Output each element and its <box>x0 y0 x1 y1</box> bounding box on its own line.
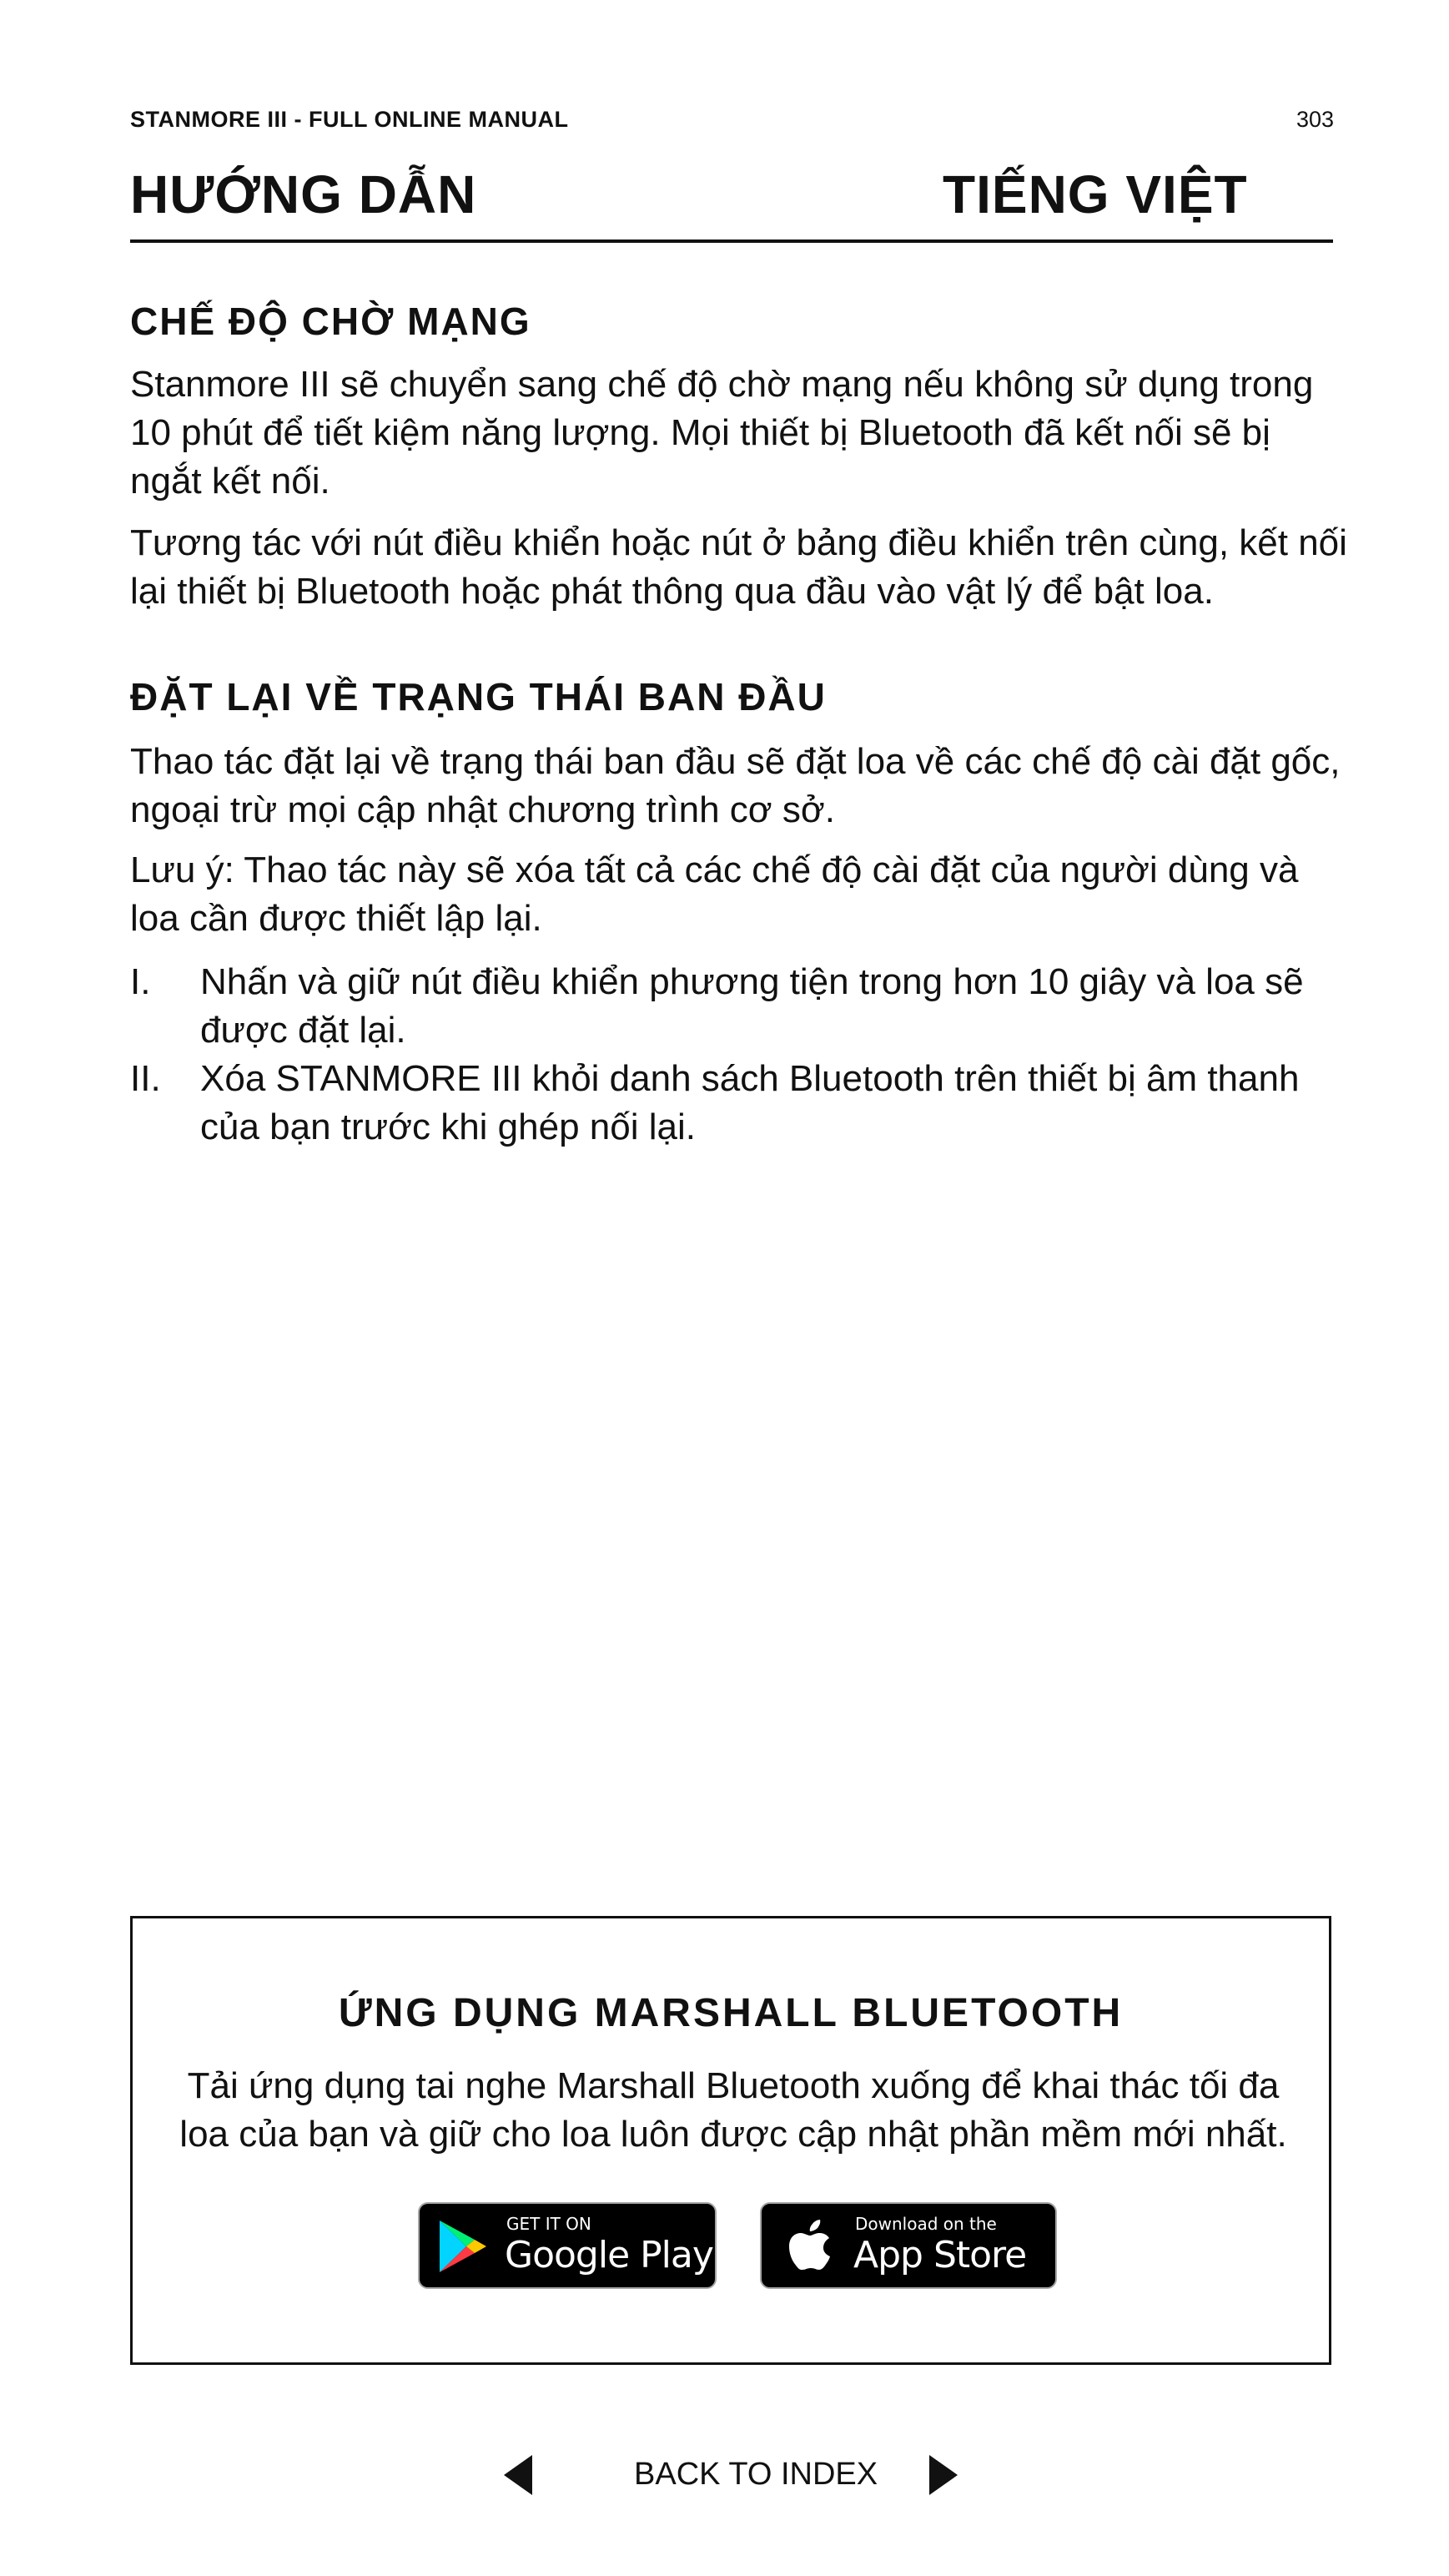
paragraph-standby-2: Tương tác với nút điều khiển hoặc nút ở bảng điều khiển trên cùng, kết nối lại thiết bị Bluetooth hoặc phát thông qua đầu vào vật lý để bật loa. <box>130 522 1347 612</box>
page-number: 303 <box>1296 107 1334 132</box>
page-navigation <box>0 2445 1449 2503</box>
app-store-button[interactable] <box>760 2202 1057 2289</box>
app-promo-description: Tải ứng dụng tai nghe Marshall Bluetooth xuống để khai thác tối đa loa của bạn và giữ cho loa luôn được cập nhật phần mềm mới nhất. <box>179 2065 1287 2155</box>
next-page-icon[interactable] <box>929 2455 958 2495</box>
apple-badge-big-text: App Store <box>853 2234 1027 2276</box>
manual-title: STANMORE III - FULL ONLINE MANUAL <box>130 107 569 132</box>
google-play-icon <box>438 2219 488 2274</box>
google-play-button[interactable] <box>418 2202 717 2289</box>
paragraph-reset-note: Lưu ý: Thao tác này sẽ xóa tất cả các chế độ cài đặt của người dùng và loa cần được thiết lập lại. <box>130 849 1299 939</box>
paragraph-reset-1: Thao tác đặt lại về trạng thái ban đầu sẽ đặt loa về các chế độ cài đặt gốc, ngoại trừ mọi cập nhật chương trình cơ sở. <box>130 741 1341 830</box>
heading-guide: HƯỚNG DẪN <box>130 164 477 224</box>
heading-divider <box>130 239 1333 243</box>
list-text: Nhấn và giữ nút điều khiển phương tiện trong hơn 10 giây và loa sẽ được đặt lại. <box>200 961 1304 1051</box>
section-title-factory-reset: ĐẶT LẠI VỀ TRẠNG THÁI BAN ĐẦU <box>130 675 827 718</box>
previous-page-icon[interactable] <box>504 2455 532 2495</box>
apple-icon <box>787 2219 832 2274</box>
section-title-network-standby: CHẾ ĐỘ CHỜ MẠNG <box>130 300 531 343</box>
app-promo-title: ỨNG DỤNG MARSHALL BLUETOOTH <box>338 1991 1124 2035</box>
list-text: Xóa STANMORE III khỏi danh sách Bluetooth trên thiết bị âm thanh của bạn trước khi ghép nối lại. <box>200 1058 1300 1147</box>
app-promo-box <box>130 1916 1331 2365</box>
list-marker: II. <box>130 1058 161 1099</box>
apple-badge-small-text: Download on the <box>855 2214 997 2234</box>
google-badge-small-text: GET IT ON <box>506 2214 591 2234</box>
list-marker: I. <box>130 961 151 1002</box>
heading-language: TIẾNG VIỆT <box>943 164 1248 224</box>
back-to-index-link[interactable]: BACK TO INDEX <box>634 2457 878 2492</box>
paragraph-standby-1: Stanmore III sẽ chuyển sang chế độ chờ mạng nếu không sử dụng trong 10 phút để tiết kiệm năng lượng. Mọi thiết bị Bluetooth đã kết nối sẽ bị ngắt kết nối. <box>130 364 1314 502</box>
google-badge-big-text: Google Play <box>505 2234 713 2276</box>
